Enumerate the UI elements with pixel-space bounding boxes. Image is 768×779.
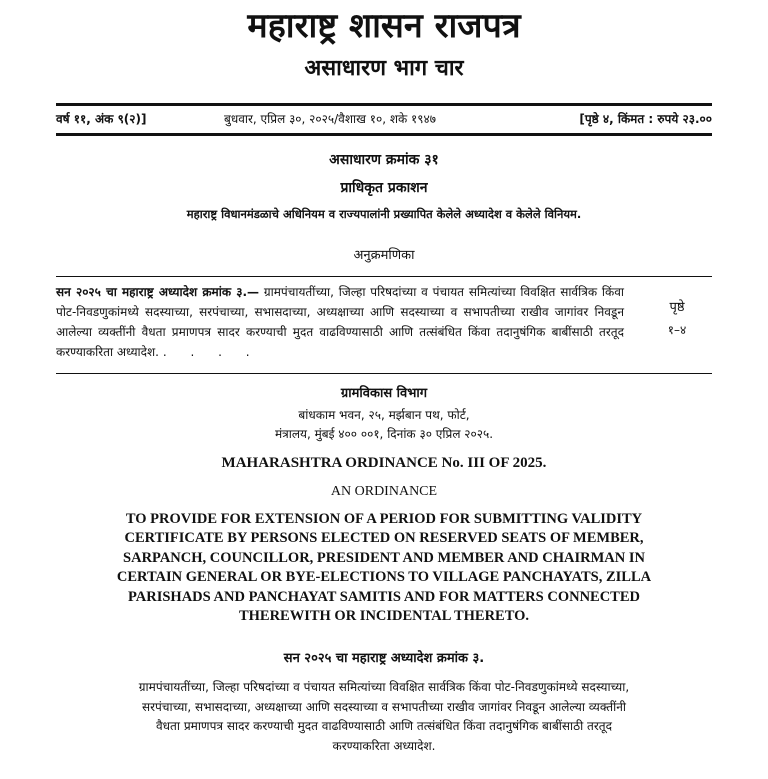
- contents-heading: अनुक्रमणिका: [353, 248, 415, 263]
- issue-date: बुधवार, एप्रिल ३०, २०२५/वैशाख १०, शके १९४७: [224, 112, 437, 126]
- ordinance-title: MAHARASHTRA ORDINANCE No. III OF 2025.: [221, 455, 547, 471]
- contents-divider-top: [56, 276, 712, 277]
- contents-pages-range: १–४: [667, 323, 687, 337]
- department-address-line2: मंत्रालय, मुंबई ४०० ००१, दिनांक ३० एप्रिल २०२५.: [274, 427, 494, 441]
- ordinance-marathi-reference: सन २०२५ चा महाराष्ट्र अध्यादेश क्रमांक ३.: [283, 651, 485, 666]
- contents-entry-leader: . . . .: [162, 345, 260, 359]
- gazette-subtitle: असाधारण भाग चार: [304, 56, 464, 81]
- issue-pages-price: [पृष्ठे ४, किंमत : रुपये २३.००: [579, 112, 712, 126]
- contents-entry: [56, 282, 624, 362]
- gazette-title: महाराष्ट्र शासन राजपत्र: [247, 6, 521, 46]
- contents-entry-text: ग्रामपंचायतींच्या, जिल्हा परिषदांच्या व पंचायत समित्यांच्या विवक्षित सार्वत्रिक किंवा पोट-निवडणुकांमध्ये सदस्याच्या, सरपंचाच्या, सभासदाच्या, अध्यक्षाच्या आणि सदस्याच्या व सभापतीच्या राखीव जागांवर निवडून आलेल्या व्यक्तींनी वैधता प्रमाणपत्र सादर करण्याची मुदत वाढविण्यासाठी आणि तत्संबंधित किंवा तदानुषंगिक बाबींसाठी तरतूद करण्याकरिता अध्यादेश.: [56, 285, 624, 359]
- extraordinary-number: असाधारण क्रमांक ३१: [329, 152, 439, 168]
- issue-bar: [56, 108, 712, 130]
- department-name: ग्रामविकास विभाग: [340, 386, 428, 401]
- ordinance-preamble: ग्रामपंचायतींच्या, जिल्हा परिषदांच्या व पंचायत समित्यांच्या विवक्षित सार्वत्रिक किंवा पोट-निवडणुकांमध्ये सदस्याच्या, सरपंचाच्या, सभासदाच्या, अध्यक्षाच्या आणि सदस्याच्या व सभापतीच्या राखीव जागांवर निवडून आलेल्या व्यक्तींनी वैधता प्रमाणपत्र सादर करण्याची मुदत वाढविण्यासाठी आणि तत्संबंधित किंवा तदानुषंगिक बाबींसाठी तरतूद करण्याकरिता अध्यादेश.: [138, 680, 630, 753]
- masthead-divider-top: [56, 103, 712, 106]
- gazette-description: महाराष्ट्र विधानमंडळाचे अधिनियम व राज्यपालांनी प्रख्यापित केलेले अध्यादेश व केलेले विनियम.: [186, 207, 582, 221]
- masthead-divider-bottom: [56, 133, 712, 136]
- contents-entry-title: सन २०२५ चा महाराष्ट्र अध्यादेश क्रमांक ३.—: [56, 285, 260, 299]
- ordinance-long-title: TO PROVIDE FOR EXTENSION OF A PERIOD FOR SUBMITTING VALIDITY CERTIFICATE BY PERSONS ELECTED ON RESERVED SEATS OF MEMBER, SARPANCH, COUNCILLOR, PRESIDENT AND MEMBER AND CHAIRMAN IN CERTAIN GENERAL OR BYE-ELECTIONS TO VILLAGE PANCHAYATS, ZILLA PARISHADS AND PANCHAYAT SAMITIS AND FOR MATTERS CONNECTED THEREWITH OR INCIDENTAL THERETO.: [116, 511, 652, 625]
- contents-divider-bottom: [56, 373, 712, 374]
- authorized-publication: प्राधिकृत प्रकाशन: [340, 180, 428, 196]
- issue-volume-number: वर्ष ११, अंक ९(२)]: [56, 112, 147, 126]
- contents-pages-label: पृष्ठे: [669, 300, 685, 315]
- ordinance-kind: AN ORDINANCE: [330, 484, 438, 499]
- department-address-line1: बांधकाम भवन, २५, मर्झबान पथ, फोर्ट,: [298, 408, 470, 422]
